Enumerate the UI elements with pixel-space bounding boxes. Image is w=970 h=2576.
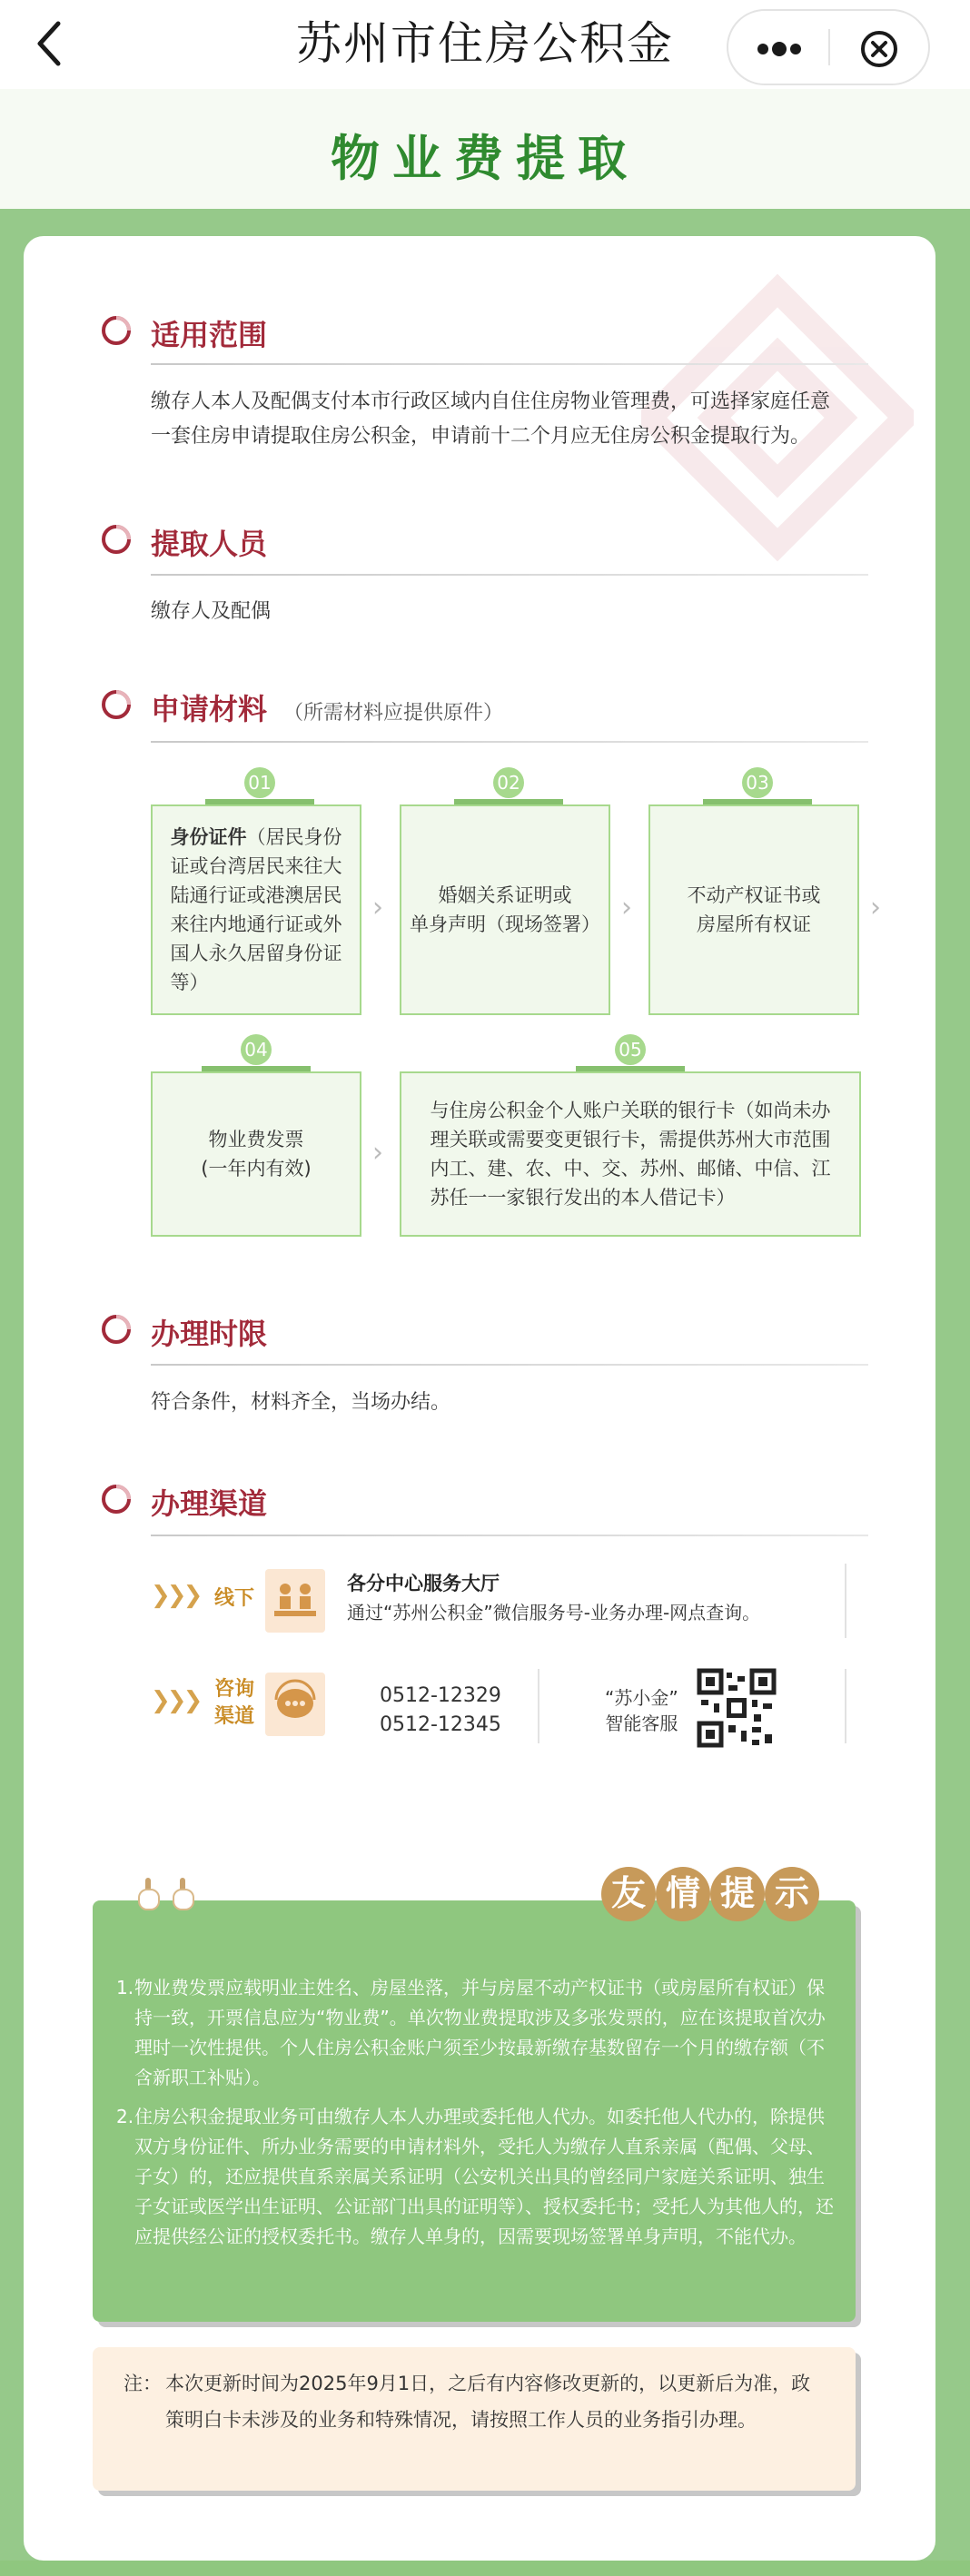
divider [845,1669,846,1743]
material-line: 证或台湾居民来往大 [170,855,342,877]
scope-line-1: 缴存人本人及配偶支付本市行政区域内自住住房物业管理费，可选择家庭任意 [151,390,831,413]
section-divider [151,1364,868,1366]
channel-label-1: 咨询 [214,1678,255,1701]
material-box-id [151,804,361,1015]
material-line: 房屋所有权证 [697,913,811,935]
page-header [0,89,970,209]
divider [538,1669,539,1743]
chevron-right-icon: › [621,892,632,923]
section-ring-icon [101,689,132,720]
material-line: 理关联或需要变更银行卡，需提供苏州大市范围 [430,1129,831,1150]
chevron-right-icon: › [372,1137,383,1169]
material-text [431,1096,831,1212]
consult-phones [380,1682,501,1740]
material-text [171,823,342,997]
material-line: 陆通行证或港澳居民 [170,884,342,906]
channel-consult [24,1660,935,1751]
tip-badge-char: 提 [710,1867,765,1921]
offline-name: 各分中心服务大厅 [347,1573,500,1594]
pin-bead [138,1889,160,1910]
update-note [93,2347,856,2491]
page-title: 物业费提取 [331,129,639,187]
section-divider [151,363,868,365]
material-line: 婚姻关系证明或 [438,884,572,906]
chevron-right-icon: › [372,892,383,923]
smart-service [605,1685,678,1736]
more-button[interactable] [728,11,828,84]
material-box-marriage [400,804,610,1015]
material-box-property [648,804,859,1015]
section-divider [151,741,868,743]
section-title-materials: 申请材料 [151,692,268,726]
bot-desc: 智能客服 [605,1712,678,1734]
window-title: 苏州市住房公积金 [296,17,674,70]
material-line: 等） [170,972,209,993]
material-line: 国人永久居留身份证 [170,943,342,964]
tip-badge-char: 情 [656,1867,710,1921]
section-title-people: 提取人员 [151,527,268,561]
material-line: 不动产权证书或 [687,884,821,906]
section-ring-icon [101,1314,132,1345]
phone-2[interactable]: 0512-12345 [380,1713,501,1736]
material-number: 02 [493,767,524,798]
material-line: 内工、建、农、中、交、苏州、邮储、中信、江 [430,1158,831,1179]
timing-text: 符合条件，材料齐全，当场办结。 [151,1391,451,1414]
section-ring-icon [101,524,132,555]
material-number: 04 [241,1034,272,1065]
pin-bead [173,1889,194,1910]
channel-offline [24,1564,935,1638]
people-text: 缴存人及配偶 [151,600,272,623]
tip-number: 1. [116,1977,134,1999]
material-text [688,881,821,939]
tip-number: 2. [116,2106,134,2127]
close-circle-icon [830,11,930,84]
bottom-strip [0,2561,970,2576]
arrows-icon: ❯❯❯ [151,1687,200,1714]
tip-text: 住房公积金提取业务可由缴存人本人办理或委托他人代办。如委托他人代办的，除提供双方身份证件、所办业务需要的申请材料外，受托人为缴存人直系亲属（配偶、父母、子女）的，还应提供直系亲属关系证明（公安机关出具的曾经同户家庭关系证明、独生子女证或医学出生证明、公证部门出具的证明等）、授权委托书；受托人为其他人的，还应提供经公证的授权委托书。缴存人单身的，因需要现场签署单身声明，不能代办。 [134,2106,834,2247]
section-title-channels: 办理渠道 [151,1486,268,1521]
material-number: 05 [615,1034,646,1065]
material-number: 01 [244,767,275,798]
note-body: 本次更新时间为2025年9月1日，之后有内容修改更新的，以更新后为准，政策明白卡未涉及的业务和特殊情况，请按照工作人员的业务指引办理。 [165,2373,811,2431]
material-text [201,1125,311,1183]
section-divider [151,574,868,576]
material-line: 来往内地通行证或外 [170,913,342,935]
material-line: 物业费发票 [208,1129,304,1150]
offline-desc: 通过“苏州公积金”微信服务号-业务办理-网点查询。 [347,1602,761,1624]
channel-label: 线下 [214,1587,255,1610]
section-title-scope: 适用范围 [151,318,268,352]
tips-list [116,1973,834,2261]
material-line: （居民身份 [246,826,342,848]
chevron-right-icon: › [870,892,881,923]
material-line: 单身声明（现场签署） [410,913,600,935]
channel-label [214,1676,254,1731]
qr-code-icon[interactable] [696,1667,777,1749]
materials-note: （所需材料应提供原件） [283,702,504,725]
material-bold: 身份证件 [170,826,247,848]
material-line: 苏任一一家银行发出的本人借记卡） [430,1187,736,1209]
section-ring-icon [101,315,132,346]
material-box-invoice [151,1071,361,1237]
scope-line-2: 一套住房申请提取住房公积金，申请前十二个月应无住房公积金提取行为。 [151,425,811,448]
section-divider [151,1535,868,1536]
note-lead: 注： [124,2373,162,2394]
tip-item [116,1973,834,2093]
section-ring-icon [101,1484,132,1515]
phone-1[interactable]: 0512-12329 [380,1684,501,1707]
scope-text [151,385,896,454]
material-text [410,881,600,939]
service-hall-icon [265,1569,325,1633]
arrows-icon: ❯❯❯ [151,1582,200,1609]
top-navbar [0,0,970,89]
more-dots-icon [728,11,828,84]
bot-name: “苏小金” [605,1687,678,1709]
channel-label-2: 渠道 [214,1705,255,1728]
tip-text: 物业费发票应载明业主姓名、房屋坐落，并与房屋不动产权证书（或房屋所有权证）保持一致，开票信息应为“物业费”。单次物业费提取涉及多张发票的，应在该提取首次办理时一次性提供。个人住房公积金账户须至少按最新缴存基数留存一个月的缴存额（不含新职工补贴）。 [134,1977,826,2088]
friendly-tips-card [93,1900,856,2322]
note-text [124,2365,823,2438]
material-number: 03 [742,767,773,798]
material-line: (一年内有效) [201,1158,312,1179]
section-title-timing: 办理时限 [151,1317,268,1351]
tip-item [116,2102,834,2252]
close-button[interactable] [830,11,930,84]
mini-program-capsule [727,9,930,85]
headset-chat-icon [265,1673,325,1736]
material-line: 与住房公积金个人账户关联的银行卡（如尚未办 [430,1100,831,1121]
tip-badge-char: 友 [601,1867,656,1921]
material-box-bank-card [400,1071,861,1237]
tip-badge-char: 示 [765,1867,819,1921]
divider [845,1564,846,1638]
